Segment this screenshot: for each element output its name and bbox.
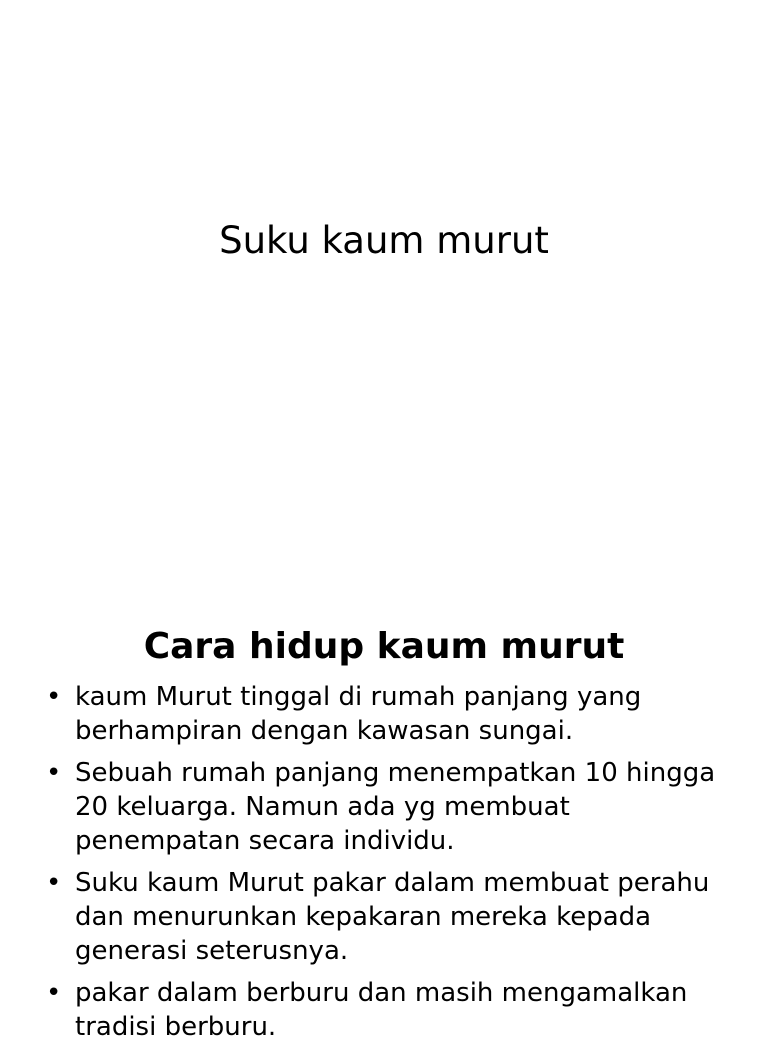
slide-heading: Cara hidup kaum murut [143, 626, 625, 667]
bullet-icon: • [46, 978, 62, 1008]
bullet-text: Suku kaum Murut pakar dalam membuat perahu dan menurunkan kepakaran mereka kepada generasi seterusnya. [75, 868, 710, 966]
bullet-icon: • [46, 682, 62, 712]
bullet-text: kaum Murut tinggal di rumah panjang yang berhampiran dengan kawasan sungai. [75, 682, 642, 746]
slide-title: Suku kaum murut [219, 219, 549, 262]
bullet-item [0, 680, 768, 748]
bullet-item [0, 866, 768, 968]
bullet-list [0, 680, 768, 1052]
bullet-text: Sebuah rumah panjang menempatkan 10 hingga 20 keluarga. Namun ada yg membuat penempatan secara individu. [75, 758, 716, 856]
bullet-item [0, 976, 768, 1044]
bullet-text: pakar dalam berburu dan masih mengamalkan tradisi berburu. [75, 978, 688, 1042]
content-slide [0, 576, 768, 1042]
bullet-icon: • [46, 758, 62, 788]
bullet-item [0, 756, 768, 858]
bullet-icon: • [46, 868, 62, 898]
